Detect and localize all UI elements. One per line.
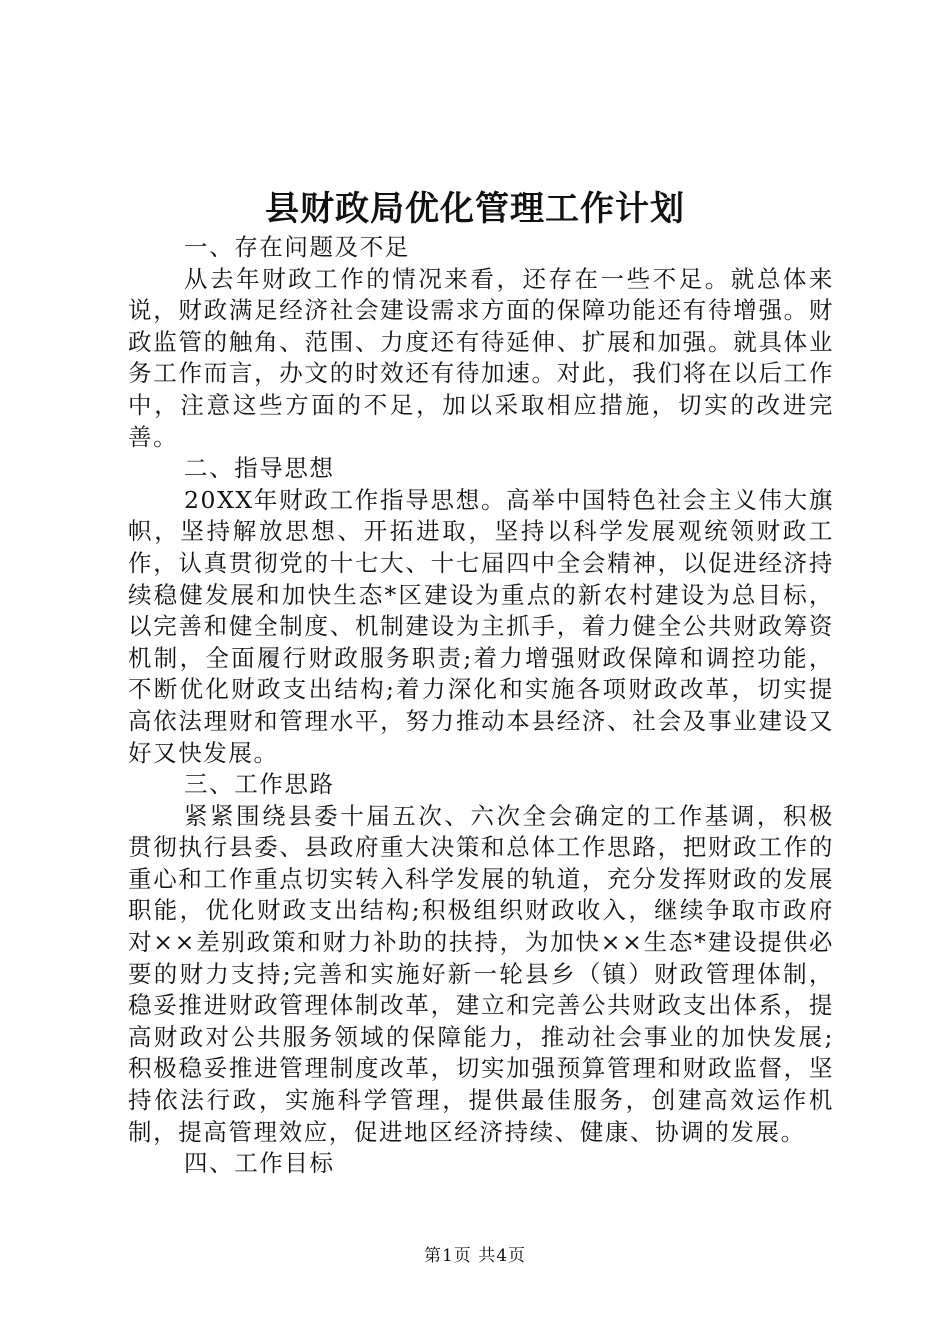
document-title: 县财政局优化管理工作计划: [265, 189, 685, 229]
section-heading-1: 一、存在问题及不足: [184, 233, 410, 261]
section-body-2: 20XX年财政工作指导思想。高举中国特色社会主义伟大旗帜，坚持解放思想、开拓进取，坚持以科学发展观统领财政工作，认真贯彻党的十七大、十七届四中全会精神，以促进经济持续稳健发展和加快生态*区建设为重点的新农村建设为总目标，以完善和健全制度、机制建设为主抓手，着力健全公共财政筹资机制，全面履行财政服务职责;着力增强财政保障和调控功能，不断优化财政支出结构;着力深化和实施各项财政改革，切实提高依法理财和管理水平，努力推动本县经济、社会及事业建设又好又快发展。: [128, 485, 834, 767]
section-heading-2: 二、指导思想: [184, 454, 335, 483]
section-body-1: 从去年财政工作的情况来看，还存在一些不足。就总体来说，财政满足经济社会建设需求方面的保障功能还有待增强。财政监管的触角、范围、力度还有待延伸、扩展和加强。就具体业务工作而言，办文的时效还有待加速。对此，我们将在以后工作中，注意这些方面的不足，加以采取相应措施，切实的改进完善。: [128, 264, 834, 451]
section-body-3: 紧紧围绕县委十届五次、六次全会确定的工作基调，积极贯彻执行县委、县政府重大决策和总体工作思路，把财政工作的重心和工作重点切实转入科学发展的轨道，充分发挥财政的发展职能，优化财政支出结构;积极组织财政收入，继续争取市政府对××差别政策和财力补助的扶持，为加快××生态*建设提供必要的财力支持;完善和实施好新一轮县乡（镇）财政管理体制，稳妥推进财政管理体制改革，建立和完善公共财政支出体系，提高财政对公共服务领域的保障能力，推动社会事业的加快发展;积极稳妥推进管理制度改革，切实加强预算管理和财政监督，坚持依法行政，实施科学管理，提供最佳服务，创建高效运作机制，提高管理效应，促进地区经济持续、健康、协调的发展。: [128, 801, 834, 1146]
section-heading-3: 三、工作思路: [184, 770, 335, 799]
section-heading-4: 四、工作目标: [184, 1149, 335, 1178]
document-body: [128, 232, 834, 1180]
page-number-footer: 第1页 共4页: [423, 1246, 527, 1266]
